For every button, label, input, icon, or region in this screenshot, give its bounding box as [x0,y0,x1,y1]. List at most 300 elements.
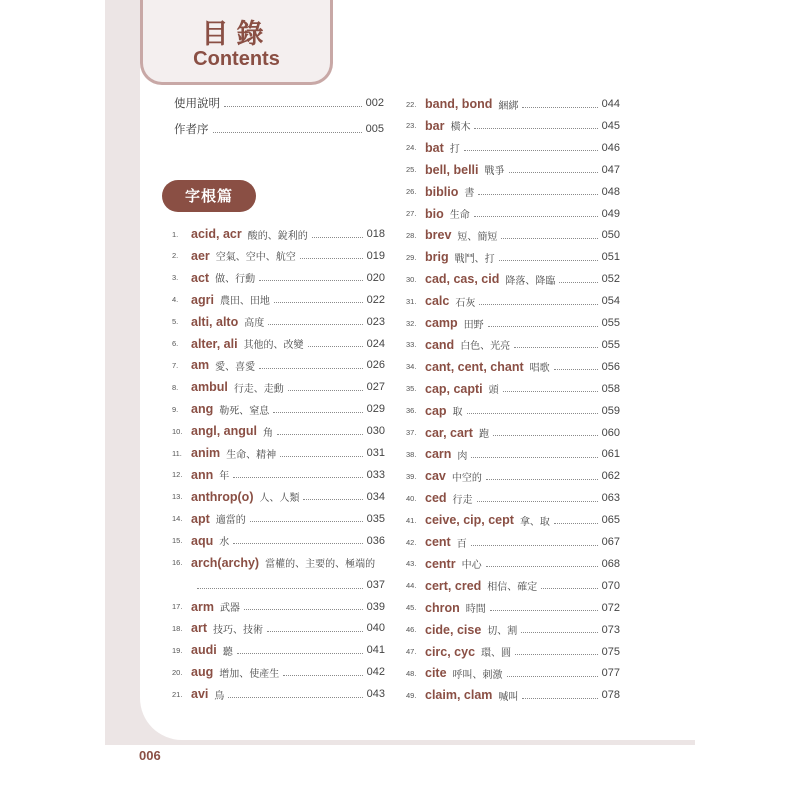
entry-root: brig [425,250,449,265]
toc-entry[interactable] [406,247,620,267]
entry-page-number: 031 [366,447,385,459]
leader-dots [288,390,363,391]
entry-root: cap [425,403,447,418]
entry-page-number: 068 [601,557,620,570]
page-number: 006 [139,748,161,763]
leader-dots [259,280,363,281]
entry-page-number: 078 [601,689,620,702]
entry-root: chron [425,600,460,615]
toc-page-number: 002 [365,97,384,109]
entry-meaning: 拿、取 [519,516,550,528]
entry-root: arch(archy) [191,555,260,570]
entry-number: 12. [172,470,183,480]
entry-number: 10. [172,426,183,436]
entry-page-number: 018 [366,228,385,240]
entry-meaning: 水 [219,537,230,549]
toc-intro-row[interactable] [174,93,384,113]
leader-dots [467,413,598,414]
leader-dots [488,326,598,327]
entry-root: aqu [191,533,214,548]
entry-root: aug [191,665,214,680]
entry-root: camp [425,316,458,330]
entry-root: audi [191,643,217,658]
entry-root: agri [191,292,214,307]
entry-root: cad, cas, cid [425,272,500,287]
leader-dots [474,216,598,217]
entry-root: anthrop(o) [191,489,254,504]
entry-root: ang [191,402,214,417]
entry-meaning: 頭 [488,385,499,397]
leader-dots [224,106,362,107]
entry-meaning: 書 [464,188,475,200]
toc-entry[interactable] [406,379,620,399]
entry-number: 35. [406,384,417,394]
entry-root: band, bond [425,97,493,111]
entry-number: 33. [406,340,417,350]
toc-entry[interactable] [172,531,385,551]
leader-dots [259,368,363,369]
entry-page-number: 019 [366,249,385,262]
toc-entry[interactable] [406,291,620,311]
entry-page-number: 027 [366,381,385,394]
leader-dots [233,477,362,478]
toc-entry[interactable] [172,618,385,638]
leader-dots [486,566,598,567]
entry-meaning: 打 [449,144,460,156]
entry-root: bio [425,206,444,221]
entry-number: 3. [172,273,179,283]
entry-root: calc [425,294,450,309]
entry-page-number: 049 [601,207,620,220]
toc-entry[interactable] [406,204,620,224]
entry-number: 17. [172,602,183,611]
entry-page-number: 024 [366,337,385,350]
entry-root: claim, clam [425,688,493,703]
entry-root: arm [191,599,214,614]
entry-number: 13. [172,492,183,502]
entry-page-number: 033 [366,468,385,481]
entry-meaning: 當權的、主要的、極端的 [265,559,376,570]
leader-dots [486,479,598,480]
entry-number: 9. [172,404,179,414]
toc-intro-label: 使用說明 [174,96,220,110]
toc-entry[interactable] [406,466,620,486]
leader-dots [477,501,598,502]
toc-entry[interactable] [406,269,620,289]
leader-dots [267,631,363,632]
toc-entry[interactable] [406,444,620,464]
title-chinese: 目錄 [201,19,272,50]
entry-number: 7. [172,360,179,370]
entry-meaning: 百 [456,538,467,550]
leader-dots [268,324,362,325]
entry-number: 37. [406,428,417,437]
entry-meaning: 空氣、空中、航空 [215,252,296,264]
toc-entry[interactable] [172,224,385,244]
leader-dots [493,435,598,436]
entry-meaning: 技巧、技術 [212,624,263,636]
toc-entry[interactable] [406,663,620,683]
entry-meaning: 行走 [452,494,473,506]
entry-number: 22. [406,99,417,109]
entry-meaning: 取 [452,407,463,419]
entry-number: 19. [172,645,183,655]
entry-root: act [191,270,210,285]
toc-entry[interactable] [172,334,385,354]
leader-dots [277,434,363,435]
toc-entry[interactable] [406,401,620,421]
entry-root: cert, cred [425,578,482,593]
entry-meaning: 增加、使產生 [219,668,280,680]
entry-meaning: 做、行動 [215,274,256,286]
entry-number: 42. [406,537,417,547]
entry-root: am [191,358,210,373]
entry-page-number: 062 [601,470,620,483]
toc-entry[interactable] [406,554,620,574]
entry-root: ced [425,491,447,506]
entry-meaning: 年 [219,471,230,483]
entry-number: 25. [406,165,417,175]
leader-dots [515,654,598,655]
toc-entry-continuation [197,575,385,595]
entry-page-number: 073 [601,623,620,636]
entry-number: 34. [406,362,417,372]
entry-root: bat [425,140,444,155]
entry-root: avi [191,687,209,702]
toc-entry[interactable] [406,94,620,114]
leader-dots [521,632,597,633]
entry-number: 24. [406,143,417,153]
leader-dots [507,676,598,677]
leader-dots [300,258,363,259]
entry-number: 16. [172,558,183,567]
leader-dots [514,347,597,348]
toc-entry[interactable] [406,160,620,180]
toc-entry[interactable] [172,465,385,485]
entry-meaning: 時間 [465,604,486,616]
leader-dots [478,194,597,195]
leader-dots [554,369,598,370]
entry-root: acid, acr [191,227,242,241]
leader-dots [274,302,363,303]
entry-root: brev [425,228,452,243]
entry-number: 41. [406,515,417,525]
entry-page-number: 039 [366,600,385,613]
entry-page-number: 029 [366,403,385,416]
entry-meaning: 適當的 [215,515,246,527]
leader-dots [244,609,363,610]
entry-root: cide, cise [425,622,482,637]
entry-number: 5. [172,317,179,327]
toc-intro-row[interactable] [174,119,384,139]
leader-dots [490,610,598,611]
entry-meaning: 行走、走動 [233,383,284,395]
leader-dots [197,588,363,589]
entry-page-number: 044 [601,98,620,110]
toc-entry[interactable] [172,443,385,463]
toc-entry[interactable] [172,553,385,573]
entry-meaning: 呼叫、刺激 [452,669,503,681]
entry-meaning: 環、圓 [481,648,512,659]
entry-page-number: 054 [601,295,620,308]
entry-number: 11. [172,448,182,458]
leader-dots [509,172,598,173]
toc-entry[interactable] [172,377,385,397]
entry-number: 1. [172,229,179,239]
toc-entry[interactable] [172,399,385,419]
leader-dots [471,457,597,458]
entry-number: 2. [172,251,179,261]
leader-dots [503,391,598,392]
entry-meaning: 鳥 [214,690,225,702]
entry-number: 45. [406,603,417,613]
entry-meaning: 石灰 [455,297,476,309]
entry-root: bell, belli [425,162,479,177]
entry-root: car, cart [425,425,473,440]
entry-meaning: 中心 [461,560,482,572]
entry-root: cite [425,666,447,681]
leader-dots [213,132,362,133]
entry-root: alter, ali [191,336,238,351]
entry-page-number: 072 [601,601,620,614]
toc-entry[interactable] [406,642,620,662]
toc-entry[interactable] [406,182,620,202]
entry-number: 6. [172,339,179,348]
entry-page-number: 034 [366,490,385,503]
toc-entry[interactable] [406,510,620,530]
entry-number: 29. [406,252,417,262]
entry-number: 31. [406,296,417,306]
entry-page-number: 052 [601,273,620,286]
entry-meaning: 酸的、銳利的 [247,230,308,242]
entry-page-number: 065 [601,514,620,527]
entry-number: 20. [172,667,183,677]
entry-meaning: 降落、降臨 [505,275,556,287]
toc-page-number: 005 [365,123,384,135]
entry-page-number: 046 [601,141,620,154]
entry-page-number: 060 [601,426,620,439]
entry-root: angl, angul [191,424,257,439]
entry-meaning: 田野 [463,319,484,331]
entry-page-number: 047 [601,163,620,176]
entry-page-number: 056 [601,360,620,373]
entry-meaning: 肉 [457,450,468,462]
entry-page-number: 026 [366,359,385,372]
toc-entry[interactable] [406,357,620,377]
toc-entry[interactable] [172,421,385,441]
leader-dots [474,128,597,129]
leader-dots [522,698,597,699]
entry-page-number: 051 [601,251,620,264]
entry-number: 15. [172,536,183,546]
leader-dots [501,238,597,239]
entry-number: 36. [406,406,417,416]
entry-meaning: 相信、確定 [487,582,538,594]
entry-number: 14. [172,514,183,524]
toc-entry[interactable] [172,246,385,266]
entry-root: biblio [425,184,459,199]
leader-dots [233,543,362,544]
entry-root: cav [425,469,446,484]
entry-meaning: 白色、光亮 [460,341,511,353]
entry-meaning: 人、人類 [259,493,300,505]
section-heading-badge: 字根篇 [162,180,256,212]
toc-entry[interactable] [172,487,385,507]
leader-dots [464,150,598,151]
toc-entry[interactable] [172,597,385,617]
entry-number: 39. [406,471,417,481]
leader-dots [554,523,598,524]
entry-page-number: 075 [601,645,620,658]
toc-entry[interactable] [406,685,620,705]
entry-page-number: 042 [366,666,385,679]
entry-number: 38. [406,449,417,459]
entry-root: alti, alto [191,314,239,329]
entry-root: centr [425,556,456,571]
entry-meaning: 喊叫 [498,691,519,703]
leader-dots [499,260,598,261]
leader-dots [308,346,363,347]
entry-meaning: 其他的、改變 [243,340,304,351]
entry-number: 49. [406,690,417,700]
leader-dots [280,456,362,457]
entry-meaning: 武器 [219,603,240,614]
entry-root: bar [425,118,445,133]
entry-page-number: 067 [601,536,620,548]
toc-entry[interactable] [172,355,385,375]
entry-root: cent [425,535,451,549]
entry-page-number: 070 [601,579,620,592]
toc-entry[interactable] [172,312,385,332]
entry-root: cap, capti [425,381,483,396]
toc-entry[interactable] [406,620,620,640]
leader-dots [303,499,362,500]
toc-entry[interactable] [172,290,385,310]
entry-meaning: 生命 [449,210,470,221]
entry-number: 28. [406,230,417,240]
entry-meaning: 中空的 [451,472,482,484]
title-tab [140,0,333,85]
entry-number: 21. [172,689,183,699]
entry-number: 27. [406,209,417,218]
entry-page-number: 045 [601,119,620,132]
entry-page-number: 030 [366,425,385,438]
entry-page-number: 035 [366,512,385,525]
entry-meaning: 橫木 [450,122,471,134]
entry-meaning: 角 [262,427,273,439]
leader-dots [283,675,362,676]
entry-page-number: 063 [601,492,620,505]
entry-root: ambul [191,380,228,395]
entry-number: 47. [406,647,417,656]
entry-page-number: 022 [366,293,385,306]
entry-number: 8. [172,382,179,392]
entry-root: cand [425,337,455,352]
leader-dots [273,412,362,413]
entry-page-number: 077 [601,667,620,680]
entry-root: cant, cent, chant [425,359,524,374]
leader-dots [522,107,597,108]
entry-root: apt [191,511,210,526]
toc-entry[interactable] [172,640,385,660]
entry-meaning: 高度 [244,318,265,330]
entry-meaning: 勒死、窒息 [219,405,270,417]
entry-meaning: 生命、精神 [226,449,277,461]
toc-entry[interactable] [406,116,620,136]
toc-entry[interactable] [406,532,620,552]
entry-page-number: 037 [366,579,385,591]
leader-dots [228,697,362,698]
leader-dots [250,521,363,522]
entry-page-number: 050 [601,229,620,242]
toc-entry[interactable] [406,598,620,618]
entry-meaning: 聽 [222,646,233,658]
toc-entry[interactable] [172,509,385,529]
title-english: Contents [193,48,280,70]
entry-page-number: 055 [601,317,620,329]
entry-meaning: 農田、田地 [219,296,270,308]
entry-root: ceive, cip, cept [425,513,514,528]
leader-dots [559,282,597,283]
toc-entry[interactable] [406,313,620,333]
entry-page-number: 023 [366,315,385,328]
entry-number: 30. [406,274,417,284]
entry-page-number: 061 [601,448,620,461]
entry-root: aer [191,248,210,263]
entry-meaning: 戰鬥、打 [454,253,495,265]
entry-page-number: 059 [601,404,620,417]
toc-entry[interactable] [406,488,620,508]
entry-page-number: 055 [601,338,620,351]
toc-entry[interactable] [406,138,620,158]
toc-entry[interactable] [172,268,385,288]
toc-entry[interactable] [172,684,385,704]
entry-page-number: 043 [366,688,385,701]
entry-number: 46. [406,625,417,635]
entry-page-number: 036 [366,534,385,547]
entry-number: 48. [406,668,417,678]
entry-meaning: 戰爭 [484,166,505,178]
entry-meaning: 愛、喜愛 [215,361,256,373]
entry-root: anim [191,446,221,460]
entry-number: 4. [172,295,179,305]
entry-number: 18. [172,623,183,633]
entry-page-number: 040 [366,622,385,635]
entry-meaning: 唱歌 [529,363,550,375]
entry-number: 32. [406,318,417,328]
toc-entry[interactable] [406,335,620,355]
entry-number: 44. [406,581,417,591]
entry-root: art [191,621,207,636]
entry-number: 26. [406,187,417,197]
toc-entry[interactable] [406,576,620,596]
toc-entry[interactable] [406,225,620,245]
entry-page-number: 020 [366,271,385,284]
leader-dots [471,545,598,546]
entry-number: 23. [406,121,417,131]
entry-page-number: 048 [601,185,620,198]
entry-meaning: 綑綁 [498,100,519,112]
entry-page-number: 058 [601,382,620,395]
leader-dots [237,653,363,654]
entry-meaning: 切、割 [487,626,518,638]
entry-meaning: 跑 [478,429,489,440]
toc-entry[interactable] [406,423,620,443]
toc-entry[interactable] [172,662,385,682]
leader-dots [312,237,363,238]
entry-number: 43. [406,559,417,569]
entry-meaning: 短、簡短 [457,231,498,243]
